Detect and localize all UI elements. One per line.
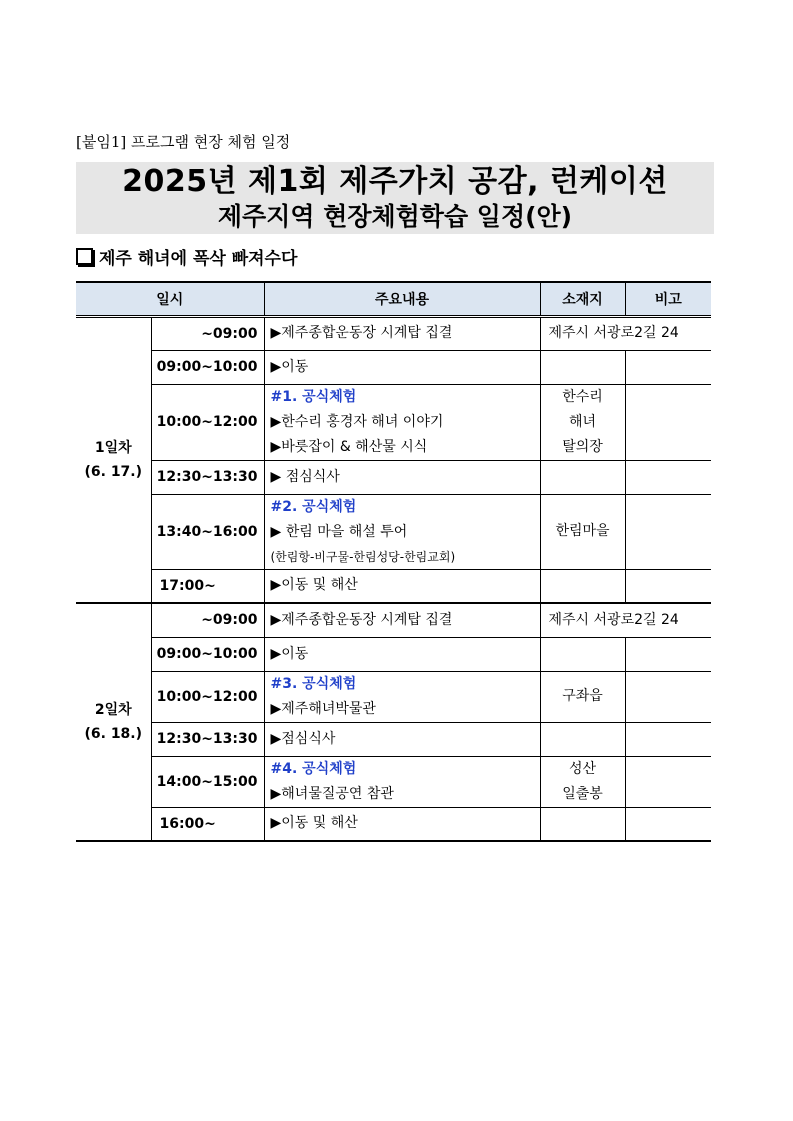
location-cell: 한림마을 bbox=[540, 494, 625, 569]
day-date: (6. 17.) bbox=[84, 463, 143, 480]
table-header-row bbox=[76, 282, 711, 316]
remark-cell bbox=[625, 494, 711, 569]
content-subnote: (한림항-비구물-한림성당-한림교회) bbox=[270, 549, 456, 564]
content-line: ▶해녀물질공연 참관 bbox=[270, 785, 394, 802]
section-heading-text: 제주 해녀에 폭삭 빠져수다 bbox=[99, 249, 298, 269]
content-cell bbox=[264, 807, 540, 841]
time-cell: ~09:00 bbox=[151, 603, 264, 637]
table-row bbox=[76, 671, 711, 722]
content-line: ▶한수리 홍경자 해녀 이야기 bbox=[270, 413, 444, 430]
remark-cell bbox=[625, 756, 711, 807]
content-line: ▶이동 및 해산 bbox=[270, 577, 358, 594]
header-datetime: 일시 bbox=[76, 282, 264, 316]
remark-cell bbox=[625, 460, 711, 494]
table-row bbox=[76, 494, 711, 569]
content-cell bbox=[264, 722, 540, 756]
content-cell bbox=[264, 603, 540, 637]
content-line: ▶이동 bbox=[270, 358, 309, 375]
header-location: 소재지 bbox=[540, 282, 625, 316]
official-program-label: #3. 공식체험 bbox=[270, 675, 357, 692]
time-cell: 12:30~13:30 bbox=[151, 460, 264, 494]
content-line: ▶바릇잡이 & 해산물 시식 bbox=[270, 438, 428, 455]
day-label: 2일차 bbox=[94, 702, 132, 718]
time-cell: 09:00~10:00 bbox=[151, 637, 264, 671]
official-program-label: #2. 공식체험 bbox=[270, 498, 357, 515]
location-cell: 제주시 서광로2길 24 bbox=[540, 603, 711, 637]
remark-cell bbox=[625, 637, 711, 671]
day-date: (6. 18.) bbox=[84, 726, 143, 742]
attachment-label: [붙임1] 프로그램 현장 체험 일정 bbox=[76, 133, 291, 151]
table-row bbox=[76, 316, 711, 350]
day-label: 1일차 bbox=[94, 439, 132, 456]
title-line-1: 2025년 제1회 제주가치 공감, 런케이션 bbox=[122, 164, 668, 199]
table-row bbox=[76, 722, 711, 756]
time-cell: 14:00~15:00 bbox=[151, 756, 264, 807]
time-cell: 12:30~13:30 bbox=[151, 722, 264, 756]
section-heading bbox=[76, 244, 297, 269]
content-cell bbox=[264, 637, 540, 671]
location-cell: 성산 일출봉 bbox=[540, 756, 625, 807]
day-cell bbox=[76, 603, 151, 841]
location-cell bbox=[540, 350, 625, 384]
table-row bbox=[76, 637, 711, 671]
content-cell bbox=[264, 494, 540, 569]
location-cell bbox=[540, 460, 625, 494]
content-line: ▶ 점심식사 bbox=[270, 468, 340, 485]
table-row bbox=[76, 569, 711, 603]
content-cell bbox=[264, 569, 540, 603]
content-line: ▶이동 bbox=[270, 645, 309, 662]
content-line: ▶ 한림 마을 해설 투어 bbox=[270, 523, 408, 540]
content-line: ▶제주종합운동장 시계탑 집결 bbox=[270, 325, 453, 341]
table-row bbox=[76, 603, 711, 637]
day-cell bbox=[76, 316, 151, 603]
content-cell bbox=[264, 384, 540, 460]
table-row bbox=[76, 384, 711, 460]
table-row bbox=[76, 756, 711, 807]
content-line: ▶점심식사 bbox=[270, 730, 336, 747]
remark-cell bbox=[625, 569, 711, 603]
title-banner bbox=[76, 162, 714, 234]
title-line-2: 제주지역 현장체험학습 일정(안) bbox=[217, 202, 573, 231]
remark-cell bbox=[625, 350, 711, 384]
table-row bbox=[76, 350, 711, 384]
schedule-table bbox=[76, 281, 711, 842]
content-line: ▶이동 및 해산 bbox=[270, 815, 358, 832]
header-content: 주요내용 bbox=[264, 282, 540, 316]
remark-cell bbox=[625, 807, 711, 841]
content-cell bbox=[264, 460, 540, 494]
time-cell: 13:40~16:00 bbox=[151, 494, 264, 569]
content-cell bbox=[264, 671, 540, 722]
official-program-label: #4. 공식체험 bbox=[270, 760, 357, 777]
remark-cell bbox=[625, 722, 711, 756]
header-note: 비고 bbox=[625, 282, 711, 316]
time-cell: 17:00~ bbox=[151, 569, 264, 603]
table-row bbox=[76, 460, 711, 494]
location-cell bbox=[540, 569, 625, 603]
time-cell: ~09:00 bbox=[151, 316, 264, 350]
time-cell: 16:00~ bbox=[151, 807, 264, 841]
location-cell bbox=[540, 807, 625, 841]
content-cell bbox=[264, 350, 540, 384]
checkbox-icon bbox=[76, 248, 93, 265]
location-cell bbox=[540, 637, 625, 671]
time-cell: 10:00~12:00 bbox=[151, 671, 264, 722]
time-cell: 09:00~10:00 bbox=[151, 350, 264, 384]
content-cell bbox=[264, 756, 540, 807]
location-cell bbox=[540, 722, 625, 756]
content-line: ▶제주종합운동장 시계탑 집결 bbox=[270, 611, 453, 628]
location-cell: 제주시 서광로2길 24 bbox=[540, 316, 711, 350]
time-cell: 10:00~12:00 bbox=[151, 384, 264, 460]
remark-cell bbox=[625, 384, 711, 460]
location-cell: 구좌읍 bbox=[540, 671, 625, 722]
table-row bbox=[76, 807, 711, 841]
remark-cell bbox=[625, 671, 711, 722]
content-cell bbox=[264, 316, 540, 350]
content-line: ▶제주해녀박물관 bbox=[270, 700, 376, 717]
official-program-label: #1. 공식체험 bbox=[270, 388, 357, 405]
location-cell: 한수리 해녀 탈의장 bbox=[540, 384, 625, 460]
